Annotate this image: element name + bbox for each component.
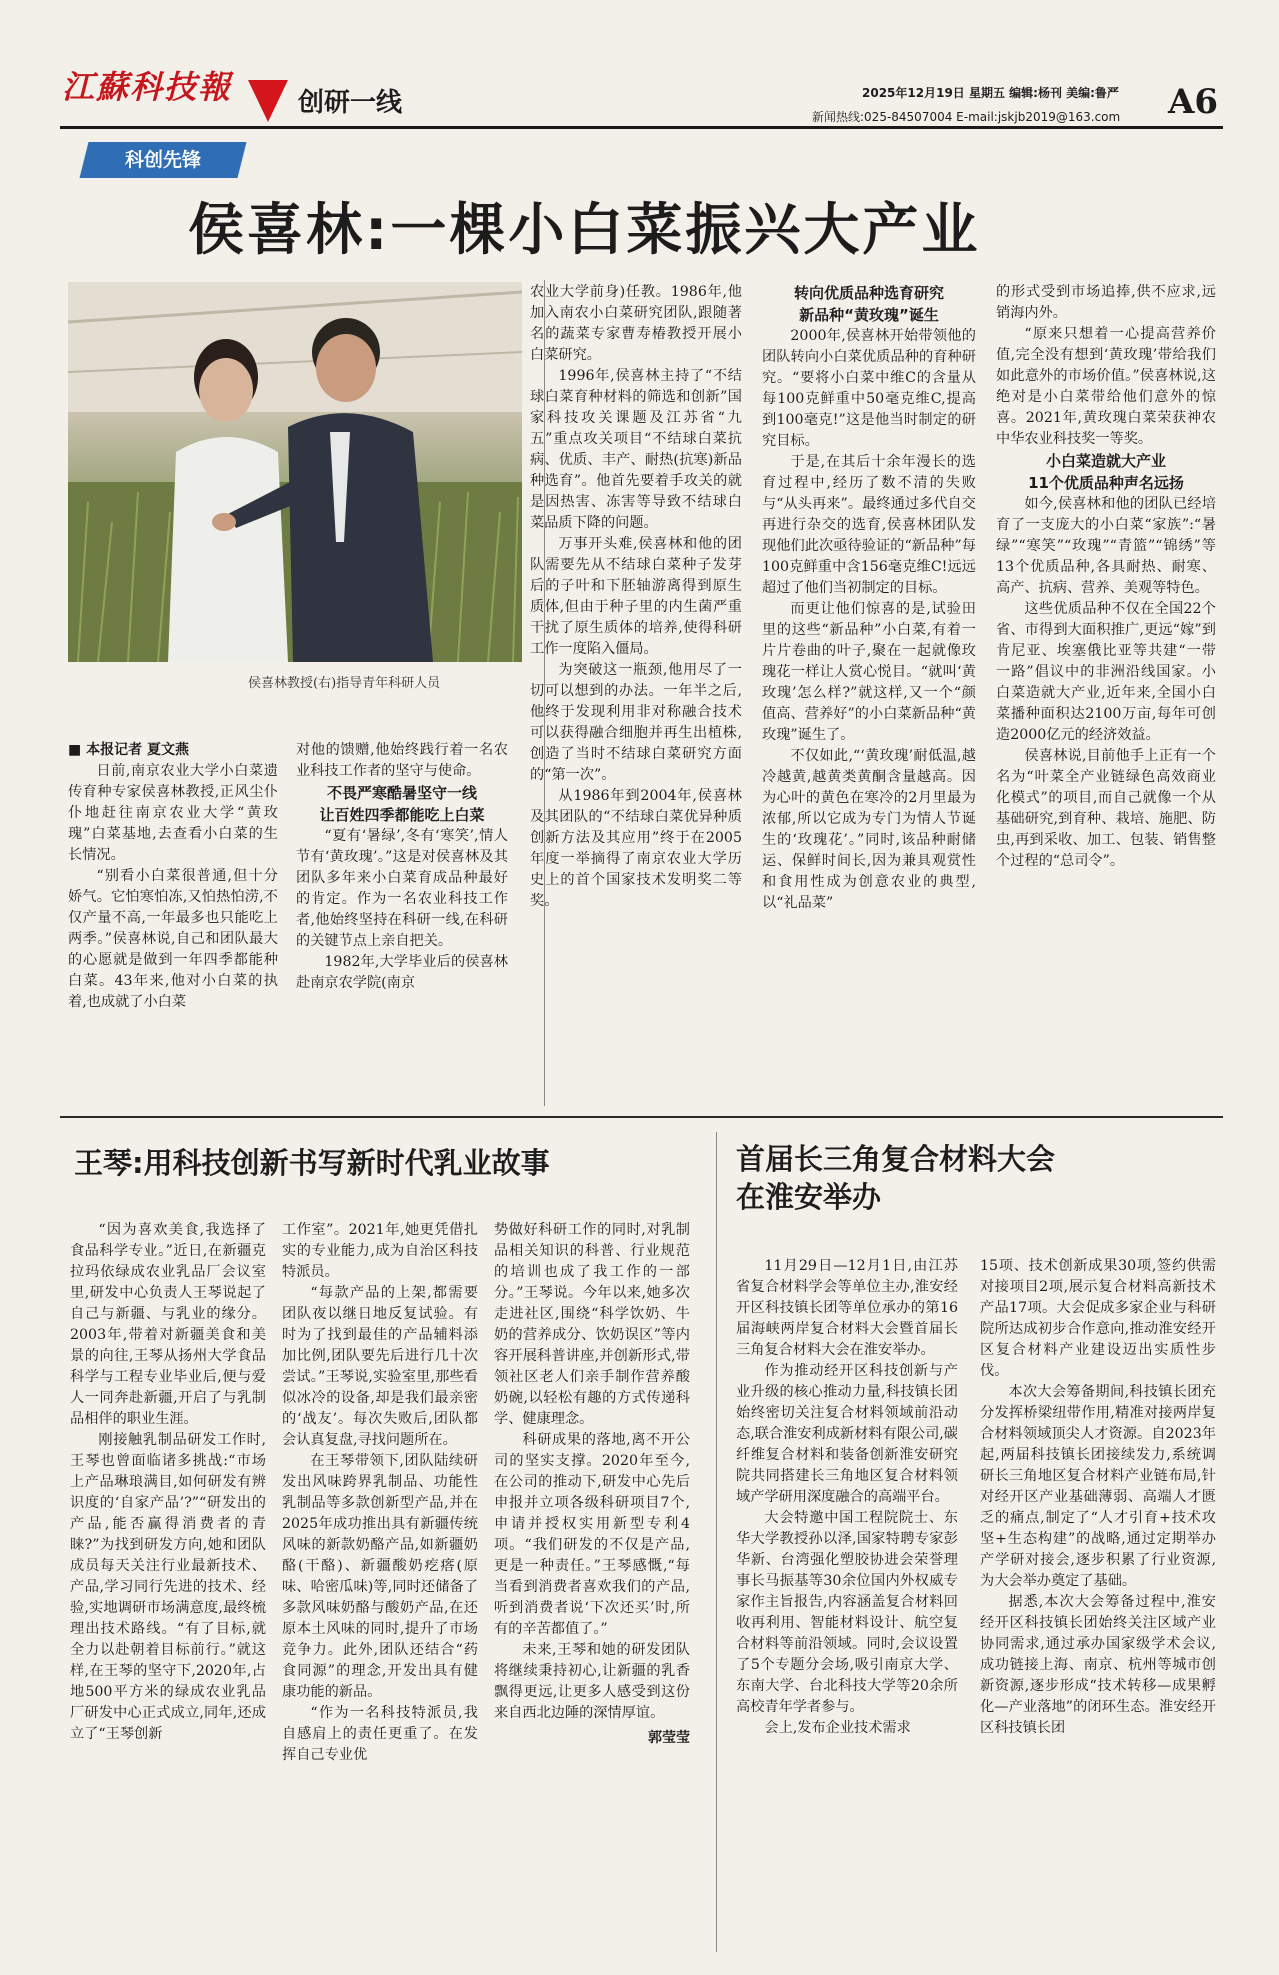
lead-column-2 — [296, 740, 508, 994]
paragraph: 而更让他们惊喜的是,试验田里的这些“新品种”小白菜,有着一片片卷曲的叶子,聚在一起就像玫瑰花一样让人赏心悦目。“就叫‘黄玫瑰’怎么样?”就这样,又一个“颜值高、营养好”的小白菜新品种“黄玫瑰”诞生了。 — [762, 601, 976, 743]
paragraph: “夏有‘暑绿’,冬有‘寒笑’,情人节有‘黄玫瑰’。”这是对侯喜林及其团队多年来小白菜育成品种最好的肯定。作为一名农业科技工作者,他始终坚持在科研一线,在科研的关键节点上亲自把关。 — [296, 828, 508, 949]
paragraph: 从1986年到2004年,侯喜林及其团队的“不结球白菜优异种质创新方法及其应用”终于在2005年度一举摘得了南京农业大学历史上的首个国家技术发明奖二等奖。 — [530, 788, 742, 909]
paragraph: 不仅如此,“‘黄玫瑰’耐低温,越冷越黄,越黄类黄酮含量越高。因为心叶的黄色在寒冷的2月里最为浓郁,所以它成为专门为情人节诞生的‘玫瑰花’。”同时,该品种耐储运、保鲜时间长,因为兼具观赏性和食用性成为创意农业的典型,以“礼品菜” — [762, 748, 976, 911]
paragraph: 为突破这一瓶颈,他用尽了一切可以想到的办法。一年半之后,他终于发现利用非对称融合技术可以获得融合细胞并再生出植株,创造了当时不结球白菜研究方面的“第一次”。 — [530, 662, 742, 783]
subheading: 小白菜造就大产业 11个优质品种声名远扬 — [1028, 452, 1184, 492]
paragraph: 如今,侯喜林和他的团队已经培育了一支庞大的小白菜“家族”:“暑绿”“寒笑”“玫瑰”“青篮”“锦绣”等13个优质品种,各具耐热、耐寒、高产、抗病、营养、美观等特色。 — [996, 496, 1216, 596]
lead-column-5 — [996, 282, 1216, 872]
story3-column-1 — [736, 1256, 958, 1739]
paragraph: 11月29日—12月1日,由江苏省复合材料学会等单位主办,淮安经开区科技镇长团等单位承办的第16届海峡两岸复合材料大会暨首届长三角复合材料大会在淮安举办。 — [736, 1258, 958, 1358]
paragraph: “因为喜欢美食,我选择了食品科学专业。”近日,在新疆克拉玛依绿成农业乳品厂会议室里,研发中心负责人王琴说起了自己与新疆、与乳业的缘分。2003年,带着对新疆美食和美景的向往,王琴从扬州大学食品科学与工程专业毕业后,便与爱人一同奔赴新疆,开启了与乳制品相伴的职业生涯。 — [70, 1222, 266, 1427]
subheading: 不畏严寒酷暑坚守一线 让百姓四季都能吃上白菜 — [319, 784, 485, 824]
paragraph: 本次大会筹备期间,科技镇长团充分发挥桥梁纽带作用,精准对接两岸复合材料领域顶尖人才资源。自2023年起,两届科技镇长团接续发力,系统调研长三角地区复合材料产业链布局,针对经开区产业基础薄弱、高端人才匮乏的痛点,制定了“人才引育+技术攻坚+生态构建”的战略,通过定期举办产学研对接会,逐步积累了行业资源,为大会举办奠定了基础。 — [980, 1384, 1216, 1589]
contact-line: 新闻热线:025-84507004 E-mail:jskjb2019@163.com — [812, 110, 1121, 124]
lead-photo — [68, 282, 522, 662]
paragraph: 15项、技术创新成果30项,签约供需对接项目2项,展示复合材料高新技术产品17项。大会促成多家企业与科研院所达成初步合作意向,推动淮安经开区复合材料产业建设迈出实质性步伐。 — [980, 1258, 1216, 1379]
page-number: A6 — [1168, 82, 1219, 122]
paragraph: 于是,在其后十余年漫长的选育过程中,经历了数不清的失败与“从头再来”。最终通过多代自交再进行杂交的选育,侯喜林团队发现他们此次亟待验证的“新品种”每100克鲜重中含156毫克维C!远远超过了他们当初制定的目标。 — [762, 454, 976, 596]
story2-column-3 — [494, 1220, 690, 1749]
paragraph: 万事开头难,侯喜林和他的团队需要先从不结球白菜种子发芽后的子叶和下胚轴游离得到原生质体,但由于种子里的内生菌严重干扰了原生质体的培养,使得科研工作一度陷入僵局。 — [530, 536, 742, 657]
paragraph: “原来只想着一心提高营养价值,完全没有想到‘黄玫瑰’带给我们如此意外的市场价值。”侯喜林说,这绝对是小白菜带给他们意外的惊喜。2021年,黄玫瑰白菜荣获神农中华农业科技奖一等奖。 — [996, 326, 1216, 447]
newspaper-logo: 江蘇科技報 — [62, 68, 233, 106]
section-rule — [60, 1116, 1223, 1118]
paragraph: 日前,南京农业大学小白菜遗传育种专家侯喜林教授,正风尘仆仆地赶往南京农业大学“黄玫瑰”白菜基地,去查看小白菜的生长情况。 — [68, 763, 278, 863]
paragraph: 1996年,侯喜林主持了“不结球白菜育种材料的筛选和创新”国家科技攻关课题及江苏省“九五”重点攻关项目“不结球白菜抗病、优质、丰产、耐热(抗寒)新品种选育”。他首先要着手攻关的就是因热害、冻害等导致不结球白菜品质下降的问题。 — [530, 368, 742, 531]
paragraph: 的形式受到市场追捧,供不应求,远销海内外。 — [996, 284, 1216, 321]
paragraph: 大会特邀中国工程院院士、东华大学教授孙以泽,国家特聘专家彭华新、台湾强化塑胶协进会荣誉理事长马振基等30余位国内外权威专家作主旨报告,内容涵盖复合材料回收再利用、智能材料设计、航空复合材料等前沿领域。同时,会议设置了5个专题分会场,吸引南京大学、东南大学、台北科技大学等20余所高校青年学者参与。 — [736, 1510, 958, 1715]
subheading: 转向优质品种选育研究 新品种“黄玫瑰”诞生 — [793, 284, 944, 324]
paragraph: 会上,发布企业技术需求 — [764, 1720, 911, 1736]
paragraph: 在王琴带领下,团队陆续研发出风味跨界乳制品、功能性乳制品等多款创新型产品,并在2025年成功推出具有新疆传统风味的新款奶酪产品,如新疆奶酪(干酪)、新疆酸奶疙瘩(原味、哈密瓜味)等,同时还储备了多款风味奶酪与酸奶产品,在还原本土风味的同时,提升了市场竞争力。此外,团队还结合“药食同源”的理念,开发出具有健康功能的新品。 — [282, 1453, 478, 1700]
lead-column-1 — [68, 740, 278, 1013]
paragraph: “别看小白菜很普通,但十分娇气。它怕寒怕冻,又怕热怕涝,不仅产量不高,一年最多也只能吃上两季。”侯喜林说,自己和团队最大的心愿就是做到一年四季都能种白菜。43年来,他对小白菜的执着,也成就了小白菜 — [68, 868, 278, 1010]
lead-column-4 — [762, 282, 976, 914]
paragraph: 侯喜林说,目前他手上正有一个名为“叶菜全产业链绿色高效商业化模式”的项目,而自己就像一个从基础研究,到育种、栽培、施肥、防虫,再到采收、加工、包装、销售整个过程的“总司令”。 — [996, 748, 1216, 869]
paragraph: 作为推动经开区科技创新与产业升级的核心推动力量,科技镇长团始终密切关注复合材料领域前沿动态,联合淮安利成新材料有限公司,碳纤维复合材料和装备创新淮安研究院共同搭建长三角地区复合材料领域产学研用深度融合的高端平台。 — [736, 1363, 958, 1505]
paragraph: 这些优质品种不仅在全国22个省、市得到大面积推广,更远“嫁”到肯尼亚、埃塞俄比亚等共建“一带一路”倡议中的非洲沿线国家。小白菜造就大产业,近年来,全国小白菜播种面积达2100万亩,每年可创造2000亿元的经济效益。 — [996, 601, 1216, 743]
paragraph: 对他的馈赠,他始终践行着一名农业科技工作者的坚守与使命。 — [296, 742, 508, 779]
paragraph: 据悉,本次大会筹备过程中,淮安经开区科技镇长团始终关注区域产业协同需求,通过承办国家级学术会议,成功链接上海、南京、杭州等城市创新资源,逐步形成“技术转移—成果孵化—产业落地”的闭环生态。淮安经开区科技镇长团 — [980, 1594, 1216, 1736]
paragraph: 工作室”。2021年,她更凭借扎实的专业能力,成为自治区科技特派员。 — [282, 1222, 478, 1280]
paragraph: 势做好科研工作的同时,对乳制品相关知识的科普、行业规范的培训也成了我工作的一部分。”王琴说。今年以来,她多次走进社区,围绕“科学饮奶、牛奶的营养成分、饮奶误区”等内容开展科普讲座,并创新形式,带领社区老人们亲手制作营养酸奶碗,以轻松有趣的方式传递科学、健康理念。 — [494, 1222, 690, 1427]
paragraph: “每款产品的上架,都需要团队夜以继日地反复试验。有时为了找到最佳的产品辅料添加比例,团队要先后进行几十次尝试。”王琴说,实验室里,那些看似冰冷的设备,却是我们最亲密的‘战友’。每次失败后,团队都会认真复盘,寻找问题所在。 — [282, 1285, 478, 1448]
story2-column-1 — [70, 1220, 266, 1745]
author-signature: 郭莹莹 — [648, 1730, 690, 1746]
section-arrow-icon — [248, 80, 288, 122]
column-divider — [716, 1132, 717, 1952]
paragraph: 科研成果的落地,离不开公司的坚实支撑。2020年至今,在公司的推动下,研发中心先后申报并立项各级科研项目7个,申请并授权实用新型专利4项。“我们研发的不仅是产品,更是一种责任。”王琴感慨,“每当看到消费者喜欢我们的产品,听到消费者说‘下次还买’时,所有的辛苦都值了。” — [494, 1432, 690, 1637]
photo-caption: 侯喜林教授(右)指导青年科研人员 — [248, 676, 441, 691]
story3-headline: 首届长三角复合材料大会 在淮安举办 — [736, 1142, 1056, 1214]
lead-headline: 侯喜林:一棵小白菜振兴大产业 — [188, 198, 981, 263]
header-rule — [60, 126, 1223, 129]
greenhouse-photo-illustration — [68, 282, 522, 662]
story2-headline: 王琴:用科技创新书写新时代乳业故事 — [74, 1146, 550, 1180]
paragraph: “作为一名科技特派员,我自感肩上的责任更重了。在发挥自己专业优 — [282, 1705, 478, 1763]
byline: ■ 本报记者 夏文燕 — [68, 742, 189, 758]
paragraph: 2000年,侯喜林开始带领他的团队转向小白菜优质品种的育种研究。“要将小白菜中维C的含量从每100克鲜重中50毫克维C,提高到100毫克!”这是他当时制定的研究目标。 — [762, 328, 976, 449]
section-name: 创研一线 — [298, 88, 403, 118]
kicker-badge: 科创先锋 — [80, 142, 247, 178]
paragraph: 未来,王琴和她的研发团队将继续秉持初心,让新疆的乳香飘得更远,让更多人感受到这份来自西北边陲的深情厚谊。 — [494, 1642, 690, 1721]
lead-column-3 — [530, 282, 742, 912]
paragraph: 农业大学前身)任教。1986年,他加入南农小白菜研究团队,跟随著名的蔬菜专家曹寿椿教授开展小白菜研究。 — [530, 284, 742, 363]
paragraph: 1982年,大学毕业后的侯喜林赴南京农学院(南京 — [296, 954, 508, 991]
paragraph: 刚接触乳制品研发工作时,王琴也曾面临诸多挑战:“市场上产品琳琅满目,如何研发有辨识度的‘自家产品’?”“研发出的产品,能否赢得消费者的青睐?”为找到研发方向,她和团队成员每天关注行业最新技术、产品,学习同行先进的技术、经验,实地调研市场满意度,最终梳理出技术路线。“有了目标,就全力以赴朝着目标前行。”就这样,在王琴的坚守下,2020年,占地500平方米的绿成农业乳品厂研发中心正式成立,同年,还成立了“王琴创新 — [70, 1432, 266, 1742]
story2-column-2 — [282, 1220, 478, 1766]
date-line: 2025年12月19日 星期五 编辑:杨刊 美编:鲁严 — [862, 86, 1119, 100]
story3-column-2 — [980, 1256, 1216, 1739]
